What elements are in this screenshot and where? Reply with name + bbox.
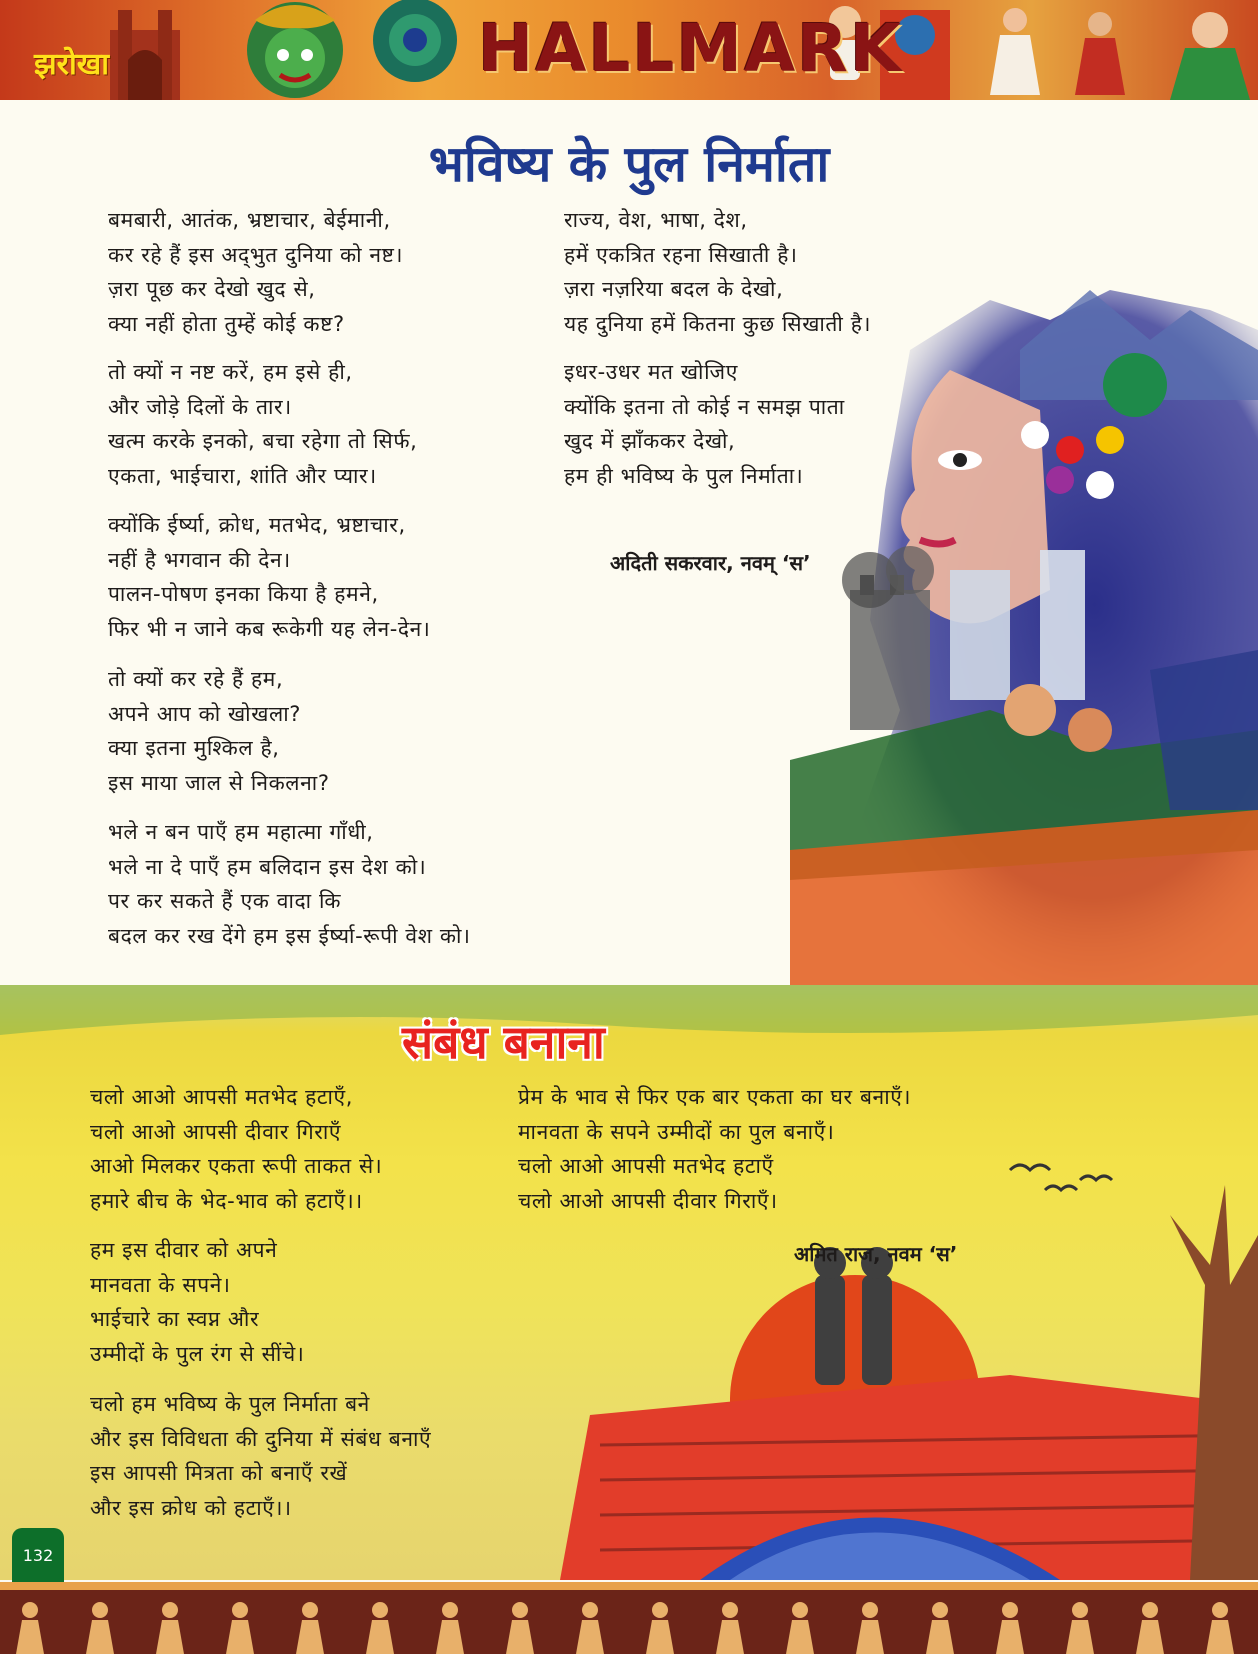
- poem1-left-stanza-3: [108, 508, 430, 646]
- poem-line: चलो आओ आपसी मतभेद हटाएँ,: [90, 1085, 353, 1109]
- page-number-tab: [12, 1528, 64, 1584]
- poem-line: इस आपसी मित्रता को बनाएँ रखें: [90, 1461, 348, 1485]
- poem-line: भले ना दे पाएँ हम बलिदान इस देश को।: [108, 854, 427, 879]
- poem-line: चलो आओ आपसी मतभेद हटाएँ: [518, 1154, 774, 1178]
- poem1-author: अदिती सकरवार, नवम् ‘स’: [610, 551, 811, 575]
- poem-line: पर कर सकते हैं एक वादा कि: [108, 889, 342, 913]
- poem-line: उम्मीदों के पुल रंग से सींचे।: [90, 1341, 305, 1366]
- poem-line: इस माया जाल से निकलना?: [108, 770, 330, 795]
- folk-art-border: [0, 1582, 1258, 1654]
- poem1-right-stanza-1: [564, 203, 871, 341]
- poem-line: बदल कर रख देंगे हम इस ईर्ष्या-रूपी वेश को।: [108, 923, 471, 948]
- poem-line: आओ मिलकर एकता रूपी ताकत से।: [90, 1154, 383, 1178]
- poem-line: हम इस दीवार को अपने: [90, 1238, 278, 1262]
- poem-line: पालन-पोषण इनका किया है हमने,: [108, 582, 379, 606]
- poem-line: और जोड़े दिलों के तार।: [108, 394, 292, 419]
- poem1-left-stanza-1: [108, 203, 403, 341]
- poem1-left-stanza-5: [108, 815, 471, 953]
- poem-line: हमारे बीच के भेद-भाव को हटाएँ।।: [90, 1188, 363, 1213]
- poem-line: इधर-उधर मत खोजिए: [564, 360, 738, 384]
- poem1-right-stanza-2: [564, 355, 845, 493]
- poem1-title: भविष्य के पुल निर्माता: [428, 135, 830, 193]
- poem-line: और इस क्रोध को हटाएँ।।: [90, 1495, 292, 1520]
- poem2-left-stanza-1: [90, 1080, 382, 1218]
- poem-line: खत्म करके इनको, बचा रहेगा तो सिर्फ,: [108, 429, 418, 453]
- poem-line: राज्य, वेश, भाषा, देश,: [564, 208, 748, 232]
- poem1-illustration: [790, 290, 1258, 990]
- poem-line: चलो आओ आपसी दीवार गिराएँ: [90, 1119, 342, 1144]
- poem-line: ज़रा नज़रिया बदल के देखो,: [564, 277, 784, 301]
- poem-line: अपने आप को खोखला?: [108, 701, 302, 726]
- poem2-left-stanza-3: [90, 1387, 431, 1525]
- poem-line: मानवता के सपने।: [90, 1272, 231, 1297]
- poem-line: चलो आओ आपसी दीवार गिराएँ।: [518, 1188, 778, 1213]
- header-banner: [0, 0, 1258, 100]
- poem2-left-stanza-2: [90, 1233, 304, 1371]
- page-number: 132: [22, 1546, 54, 1565]
- poem2-right-stanza-1: [518, 1080, 911, 1218]
- poem-line: मानवता के सपने उम्मीदों का पुल बनाएँ।: [518, 1119, 835, 1144]
- section-label: झरोखा: [34, 47, 110, 82]
- dancing-figures-border: [0, 1582, 1258, 1654]
- poem-line: ज़रा पूछ कर देखो खुद से,: [108, 277, 316, 301]
- poem-line: कर रहे हैं इस अद्‌भुत दुनिया को नष्ट।: [108, 242, 404, 267]
- poem-line: क्योंकि इतना तो कोई न समझ पाता: [564, 394, 845, 419]
- poem-line: खुद में झाँककर देखो,: [564, 429, 736, 453]
- poem1-left-stanza-4: [108, 662, 330, 800]
- poem2-title: संबंध बनाना: [402, 1015, 605, 1069]
- poem-line: भाईचारे का स्वप्न और: [90, 1307, 260, 1331]
- poem-line: फिर भी न जाने कब रूकेगी यह लेन-देन।: [108, 616, 431, 641]
- poem-line: एकता, भाईचारा, शांति और प्यार।: [108, 463, 377, 488]
- poem1-left-stanza-2: [108, 355, 417, 493]
- poem-line: हम ही भविष्य के पुल निर्माता।: [564, 463, 804, 488]
- poem-line: तो क्यों न नष्ट करें, हम इसे ही,: [108, 360, 353, 384]
- poem-line: बमबारी, आतंक, भ्रष्टाचार, बेईमानी,: [108, 208, 391, 232]
- brand-title: HALLMARK: [478, 10, 904, 87]
- poem-line: हमें एकत्रित रहना सिखाती है।: [564, 242, 798, 267]
- poem-line: तो क्यों कर रहे हैं हम,: [108, 667, 284, 691]
- poem-line: नहीं है भगवान की देन।: [108, 547, 291, 572]
- poem-line: भले न बन पाएँ हम महात्मा गाँधी,: [108, 820, 374, 844]
- poem2-author: अमित राज, नवम ‘स’: [794, 1242, 958, 1266]
- poem-line: क्योंकि ईर्ष्या, क्रोध, मतभेद, भ्रष्टाचार,: [108, 513, 406, 537]
- poem-line: क्या नहीं होता तुम्हें कोई कष्ट?: [108, 311, 345, 336]
- poem-line: क्या इतना मुश्किल है,: [108, 736, 280, 760]
- poem-line: यह दुनिया हमें कितना कुछ सिखाती है।: [564, 311, 872, 336]
- poem-line: प्रेम के भाव से फिर एक बार एकता का घर बनाएँ।: [518, 1085, 912, 1109]
- poem-line: चलो हम भविष्य के पुल निर्माता बने: [90, 1392, 370, 1416]
- poem-line: और इस विविधता की दुनिया में संबंध बनाएँ: [90, 1426, 432, 1451]
